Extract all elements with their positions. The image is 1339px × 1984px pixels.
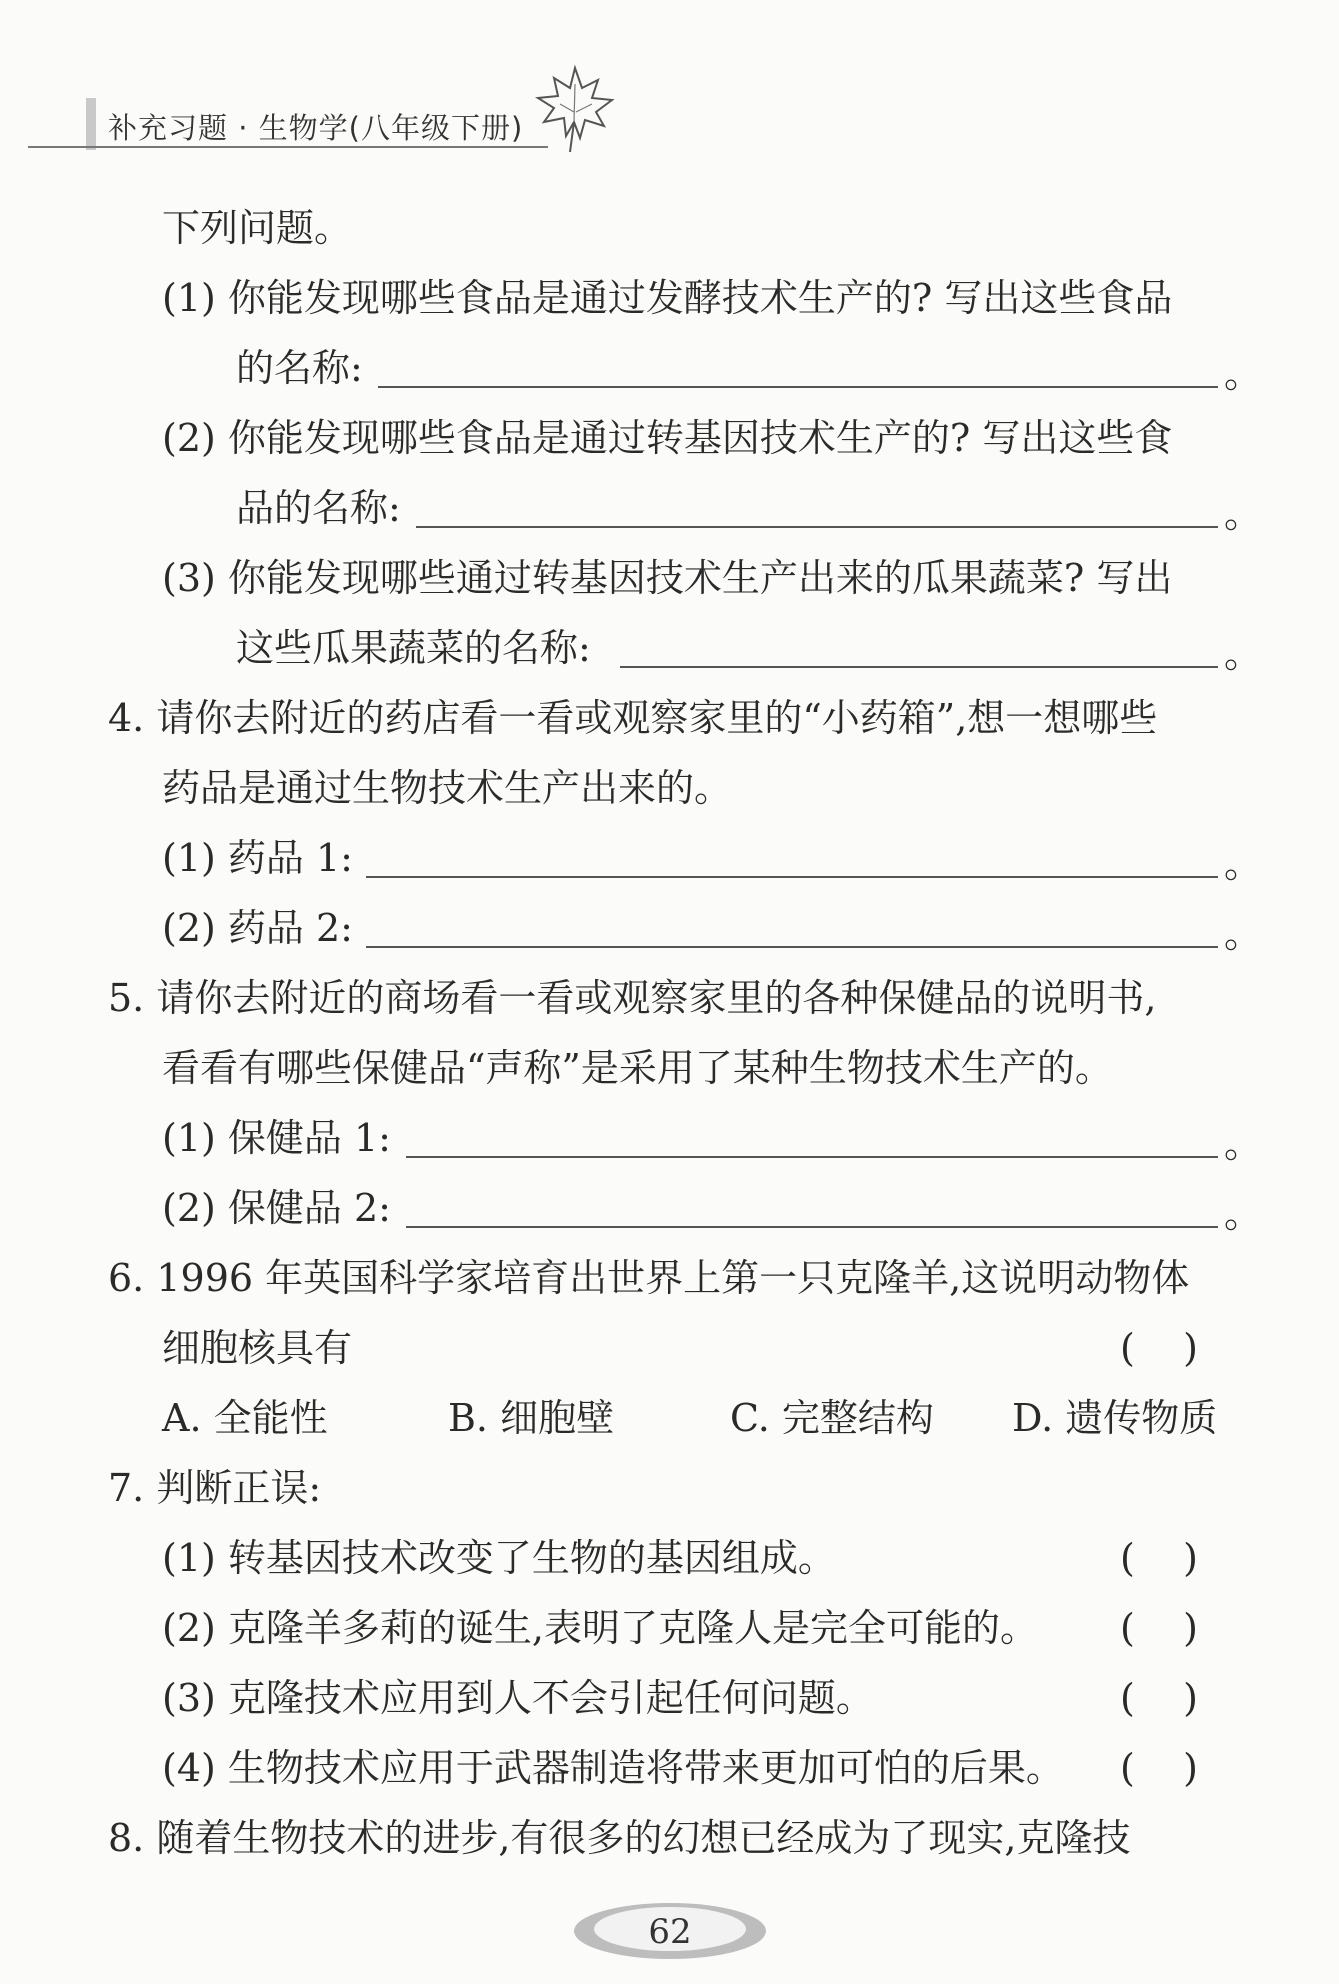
text-line-4: (2) 你能发现哪些食品是通过转基因技术生产的? 写出这些食 — [162, 416, 1173, 460]
text-line-23: (4) 生物技术应用于武器制造将带来更加可怕的后果。 — [162, 1746, 1064, 1790]
answer-blank-q3-1[interactable] — [378, 386, 1218, 388]
text-line-22: (3) 克隆技术应用到人不会引起任何问题。 — [162, 1676, 874, 1720]
text-line-1: 下列问题。 — [162, 206, 353, 250]
text-line-14: (1) 保健品 1: — [162, 1116, 391, 1160]
text-line-12: 5. 请你去附近的商场看一看或观察家里的各种保健品的说明书, — [108, 976, 1157, 1020]
text-line-7: 这些瓜果蔬菜的名称: — [236, 626, 591, 670]
answer-paren-q7-2[interactable]: ( ) — [1120, 1606, 1198, 1650]
period-mark: 。 — [1224, 912, 1263, 956]
text-line-3: 的名称: — [236, 346, 363, 390]
text-line-21: (2) 克隆羊多莉的诞生,表明了克隆人是完全可能的。 — [162, 1606, 1038, 1650]
text-line-15: (2) 保健品 2: — [162, 1186, 391, 1230]
header-bar — [86, 98, 96, 150]
period-mark: 。 — [1224, 492, 1263, 536]
answer-blank-q5-2[interactable] — [406, 1226, 1218, 1228]
text-line-19: 7. 判断正误: — [108, 1466, 322, 1510]
header-title: 补充习题 · 生物学(八年级下册) — [108, 111, 524, 145]
answer-blank-q3-3[interactable] — [620, 666, 1218, 668]
period-mark: 。 — [1224, 1192, 1263, 1236]
page-header — [0, 0, 1339, 160]
text-line-10: (1) 药品 1: — [162, 836, 353, 880]
answer-paren-q7-4[interactable]: ( ) — [1120, 1746, 1198, 1790]
maple-leaf-icon — [530, 60, 620, 155]
period-mark: 。 — [1224, 632, 1263, 676]
text-line-2: (1) 你能发现哪些食品是通过发酵技术生产的? 写出这些食品 — [162, 276, 1173, 320]
option-a[interactable]: A. 全能性 — [162, 1396, 328, 1440]
option-c[interactable]: C. 完整结构 — [730, 1396, 934, 1440]
text-line-6: (3) 你能发现哪些通过转基因技术生产出来的瓜果蔬菜? 写出 — [162, 556, 1173, 600]
answer-blank-q4-2[interactable] — [366, 946, 1218, 948]
period-mark: 。 — [1224, 842, 1263, 886]
text-line-20: (1) 转基因技术改变了生物的基因组成。 — [162, 1536, 836, 1580]
page-number: 62 — [648, 1912, 692, 1952]
option-b[interactable]: B. 细胞壁 — [448, 1396, 615, 1440]
text-line-17: 细胞核具有 — [162, 1326, 353, 1370]
answer-paren-q6[interactable]: ( ) — [1120, 1326, 1198, 1370]
text-line-13: 看看有哪些保健品“声称”是采用了某种生物技术生产的。 — [162, 1046, 1113, 1090]
header-rule — [28, 146, 548, 148]
period-mark: 。 — [1224, 1122, 1263, 1166]
page-footer — [570, 1898, 770, 1964]
text-line-8: 4. 请你去附近的药店看一看或观察家里的“小药箱”,想一想哪些 — [108, 696, 1158, 740]
text-line-11: (2) 药品 2: — [162, 906, 353, 950]
period-mark: 。 — [1224, 352, 1263, 396]
answer-blank-q3-2[interactable] — [416, 526, 1218, 528]
answer-paren-q7-1[interactable]: ( ) — [1120, 1536, 1198, 1580]
answer-blank-q5-1[interactable] — [406, 1156, 1218, 1158]
text-line-5: 品的名称: — [236, 486, 401, 530]
text-line-24: 8. 随着生物技术的进步,有很多的幻想已经成为了现实,克隆技 — [108, 1816, 1131, 1860]
text-line-16: 6. 1996 年英国科学家培育出世界上第一只克隆羊,这说明动物体 — [108, 1256, 1190, 1300]
answer-paren-q7-3[interactable]: ( ) — [1120, 1676, 1198, 1720]
answer-blank-q4-1[interactable] — [366, 876, 1218, 878]
option-d[interactable]: D. 遗传物质 — [1012, 1396, 1218, 1440]
text-line-9: 药品是通过生物技术生产出来的。 — [162, 766, 733, 810]
